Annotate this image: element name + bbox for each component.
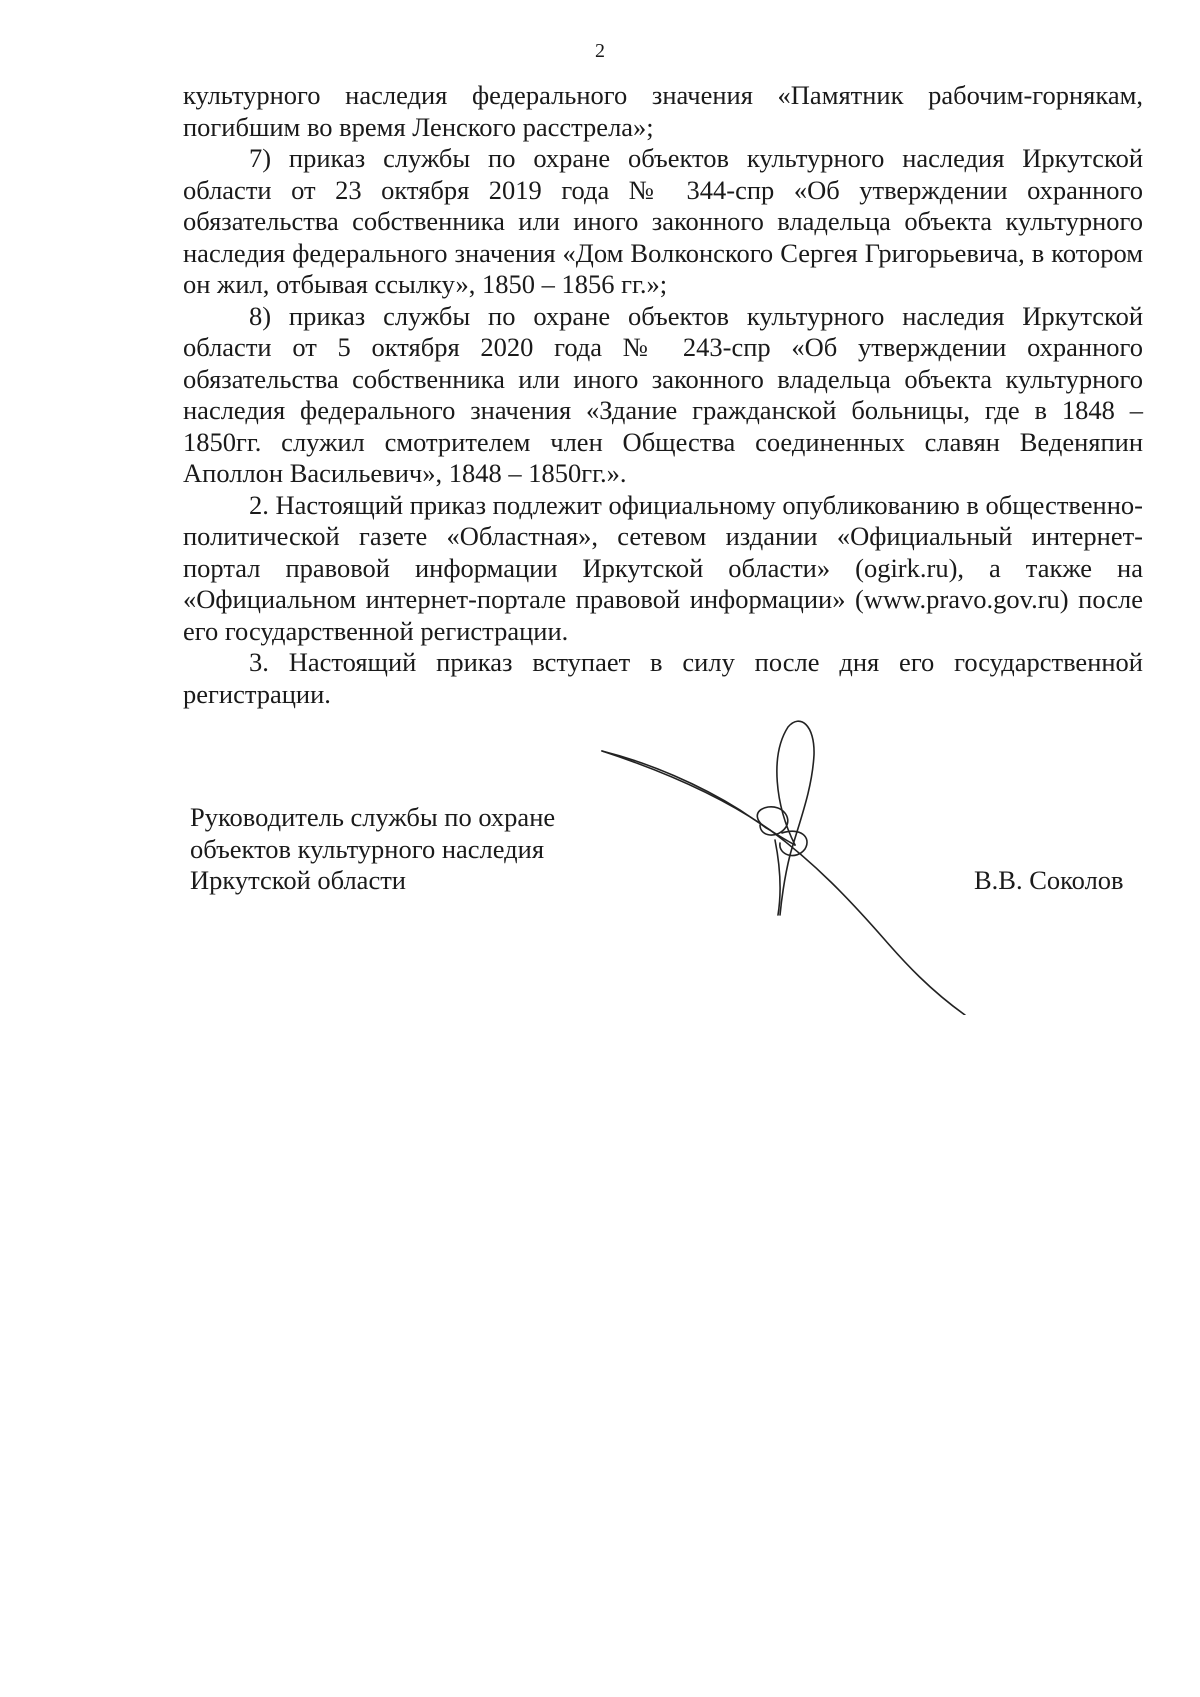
page-number: 2 <box>595 40 605 62</box>
paragraph-item-8: 8) приказ службы по охране объектов культурного наследия Иркутской области от 5 октября 2020 года № 243-спр «Об утверждении охранного обязательства собственника или иного законного владельца объекта культурного наследия федерального значения «Здание гражданской больницы, где в 1848 – 1850гг. служил смотрителем член Общества соединенных славян Веденяпин Аполлон Васильевич», 1848 – 1850гг.». <box>183 300 1143 488</box>
paragraph-continuation: культурного наследия федерального значения «Памятник рабочим-горнякам, погибшим во время Ленского расстрела»; <box>183 80 1143 142</box>
paragraph-item-7: 7) приказ службы по охране объектов культурного наследия Иркутской области от 23 октября 2019 года № 344-спр «Об утверждении охранного обязательства собственника или иного законного владельца объекта культурного наследия федерального значения «Дом Волконского Сергея Григорьевича, в котором он жил, отбывая ссылку», 1850 – 1856 гг.»; <box>183 143 1143 299</box>
signatory-name: В.В. Соколов <box>974 865 1124 895</box>
paragraph-2-publication: 2. Настоящий приказ подлежит официальному опубликованию в общественно-политической газете «Областная», сетевом издании «Официальный интернет-портал правовой информации Иркутской области» (ogirk.ru), а также на «Официальном интернет-портале правовой информации» (www.pravo.gov.ru) после его государственной регистрации. <box>183 489 1143 646</box>
paragraph-3-effective-date: 3. Настоящий приказ вступает в силу после дня его государственной регистрации. <box>183 647 1143 709</box>
signatory-title-line: Иркутской области <box>190 865 406 895</box>
signatory-title-line: Руководитель службы по охране <box>190 802 556 832</box>
signatory-title <box>190 802 555 897</box>
document-body <box>183 80 1143 710</box>
handwritten-signature <box>600 715 980 1015</box>
signatory-title-line: объектов культурного наследия <box>190 833 545 864</box>
